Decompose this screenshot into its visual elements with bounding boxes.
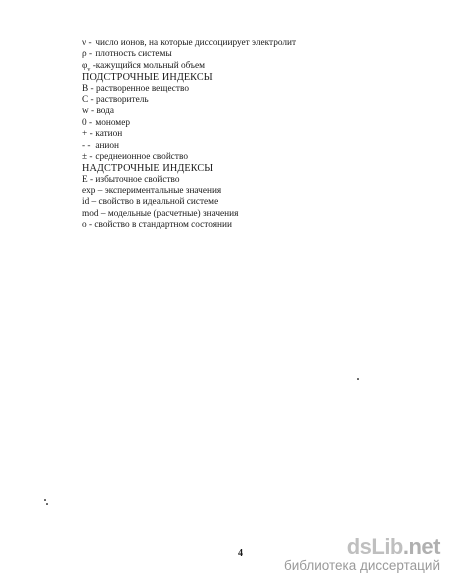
watermark-subtitle: библиотека диссертаций [283, 558, 440, 573]
notation-line-mod: mod – модельные (расчетные) значения [82, 208, 239, 219]
notation-line-id: id – свойство в идеальной системе [82, 197, 219, 208]
notation-line-b: В - растворенное вещество [82, 83, 189, 94]
notation-line-plus: + - катион [82, 129, 123, 140]
superscript-heading: НАДСТРОЧНЫЕ ИНДЕКСЫ [82, 163, 214, 175]
watermark-logo: dsLib.net [346, 534, 440, 559]
scan-speck [46, 503, 48, 505]
notation-line-rho: ρ - плотность системы [82, 49, 172, 60]
notation-line-c: С - растворитель [82, 94, 149, 105]
notation-line-nu: ν - число ионов, на которые диссоциирует электролит [82, 38, 297, 48]
page-number: 4 [238, 548, 243, 559]
scan-speck [44, 499, 46, 501]
subscript-heading: ПОДСТРОЧНЫЕ ИНДЕКСЫ [82, 72, 213, 84]
notation-line-phi: $\varphi_v$ -кажущийся мольный объем [82, 60, 205, 73]
scan-speck [357, 378, 359, 380]
notation-line-o: o - свойство в стандартном состоянии [82, 220, 232, 231]
dslib-watermark [284, 536, 440, 574]
notation-line-0: 0 - мономер [82, 117, 130, 128]
notation-line-e: Е - избыточное свойство [82, 174, 180, 185]
notation-line-exp: exp – экспериментальные значения [82, 186, 222, 197]
notation-line-plusminus: ± - среднеионное свойство [82, 151, 188, 162]
notation-line-minus: - - анион [82, 140, 120, 151]
notation-list [82, 38, 296, 232]
notation-line-w: w - вода [82, 106, 115, 117]
